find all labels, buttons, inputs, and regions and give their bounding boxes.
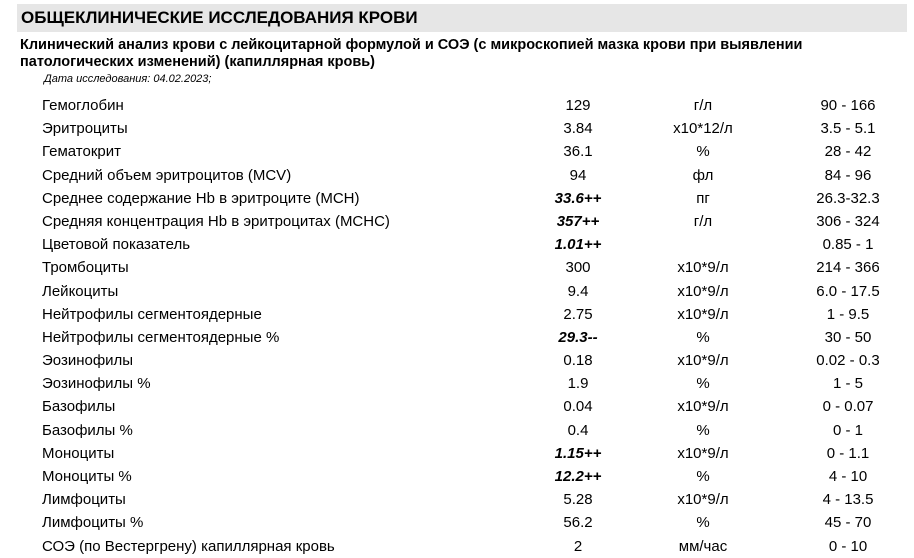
test-name: Эозинофилы [42, 352, 134, 370]
reference-range: 84 - 96 [824, 166, 872, 184]
test-value: 56.2 [563, 514, 593, 532]
result-row [0, 349, 914, 372]
results-table [0, 94, 914, 558]
test-name: СОЭ (по Вестергрену) капиллярная кровь [42, 537, 335, 555]
test-value: 3.84 [563, 120, 593, 138]
result-row [0, 535, 914, 558]
test-name: Средняя концентрация Hb в эритроцитах (MCHC) [42, 212, 390, 230]
test-unit: фл [692, 166, 714, 184]
test-unit: x10*9/л [677, 352, 729, 370]
reference-range: 30 - 50 [824, 328, 872, 346]
section-title: ОБЩЕКЛИНИЧЕСКИЕ ИССЛЕДОВАНИЯ КРОВИ [17, 4, 907, 32]
result-row [0, 164, 914, 187]
test-name: Моноциты [42, 444, 115, 462]
test-unit: % [696, 421, 710, 439]
test-value: 9.4 [567, 282, 589, 300]
result-row [0, 326, 914, 349]
test-unit: г/л [693, 212, 713, 230]
test-unit: x10*9/л [677, 444, 729, 462]
test-name: Лимфоциты % [42, 514, 144, 532]
test-unit: пг [696, 189, 710, 207]
result-row [0, 210, 914, 233]
result-row [0, 419, 914, 442]
test-name: Нейтрофилы сегментоядерные % [42, 328, 280, 346]
reference-range: 4 - 13.5 [822, 491, 874, 509]
test-unit: x10*9/л [677, 491, 729, 509]
test-value: 1.9 [567, 375, 589, 393]
test-value: 12.2++ [554, 468, 602, 485]
reference-range: 45 - 70 [824, 514, 872, 532]
test-name: Базофилы % [42, 421, 133, 439]
test-name: Гемоглобин [42, 97, 124, 114]
result-row [0, 442, 914, 465]
reference-range: 26.3-32.3 [816, 189, 880, 207]
test-title: Клинический анализ крови с лейкоцитарной формулой и СОЭ (с микроскопией мазка крови при выявлении патологических изменений) (капиллярная кровь) [20, 37, 803, 70]
test-unit: x10*9/л [677, 305, 729, 323]
test-value: 300 [565, 259, 591, 277]
reference-range: 90 - 166 [820, 97, 876, 114]
test-unit: x10*9/л [677, 282, 729, 300]
reference-range: 306 - 324 [816, 212, 880, 230]
test-value: 94 [569, 166, 587, 184]
reference-range: 0.85 - 1 [822, 236, 874, 254]
test-unit: x10*12/л [673, 120, 733, 138]
test-name: Моноциты % [42, 468, 132, 485]
test-name: Базофилы [42, 398, 116, 416]
test-value: 0.04 [563, 398, 593, 416]
test-name: Цветовой показатель [42, 236, 191, 254]
result-row [0, 303, 914, 326]
result-row [0, 187, 914, 210]
test-value: 1.15++ [554, 444, 602, 462]
result-row [0, 280, 914, 303]
result-row [0, 233, 914, 256]
test-unit: % [696, 468, 710, 485]
test-unit: % [696, 328, 710, 346]
test-unit: x10*9/л [677, 398, 729, 416]
reference-range: 28 - 42 [824, 143, 872, 161]
result-row [0, 511, 914, 534]
result-row [0, 465, 914, 488]
test-value: 0.18 [563, 352, 593, 370]
reference-range: 0 - 1.1 [826, 444, 870, 462]
reference-range: 0 - 0.07 [822, 398, 874, 416]
test-value: 2.75 [563, 305, 593, 323]
result-row [0, 395, 914, 418]
result-row [0, 256, 914, 279]
study-date: Дата исследования: 04.02.2023; [44, 73, 212, 85]
reference-range: 3.5 - 5.1 [820, 120, 876, 138]
test-value: 36.1 [563, 143, 593, 161]
result-row [0, 488, 914, 511]
test-value: 2 [573, 537, 583, 555]
test-unit: мм/час [678, 537, 728, 555]
reference-range: 4 - 10 [828, 468, 868, 485]
reference-range: 0 - 1 [832, 421, 863, 439]
reference-range: 6.0 - 17.5 [816, 282, 880, 300]
result-row [0, 140, 914, 163]
reference-range: 1 - 5 [832, 375, 863, 393]
test-name: Эритроциты [42, 120, 128, 138]
test-name: Нейтрофилы сегментоядерные [42, 305, 262, 323]
test-name: Средний объем эритроцитов (MCV) [42, 166, 292, 184]
reference-range: 0.02 - 0.3 [816, 352, 880, 370]
test-unit: г/л [693, 97, 713, 114]
test-value: 357++ [556, 212, 600, 230]
test-value: 29.3-- [558, 328, 598, 346]
result-row [0, 117, 914, 140]
test-name: Лейкоциты [42, 282, 119, 300]
test-value: 129 [565, 97, 591, 114]
result-row [0, 94, 914, 117]
reference-range: 0 - 10 [828, 537, 868, 555]
test-unit: % [696, 375, 710, 393]
test-value: 1.01++ [554, 236, 602, 254]
test-unit: x10*9/л [677, 259, 729, 277]
reference-range: 1 - 9.5 [826, 305, 870, 323]
result-row [0, 372, 914, 395]
reference-range: 214 - 366 [816, 259, 880, 277]
test-name: Эозинофилы % [42, 375, 151, 393]
test-name: Гематокрит [42, 143, 121, 161]
test-value: 33.6++ [554, 189, 602, 207]
test-value: 5.28 [563, 491, 593, 509]
test-name: Лимфоциты [42, 491, 126, 509]
test-name: Среднее содержание Hb в эритроците (MCH) [42, 189, 360, 207]
test-unit: % [696, 143, 710, 161]
test-name: Тромбоциты [42, 259, 129, 277]
test-unit: % [696, 514, 710, 532]
test-value: 0.4 [567, 421, 589, 439]
